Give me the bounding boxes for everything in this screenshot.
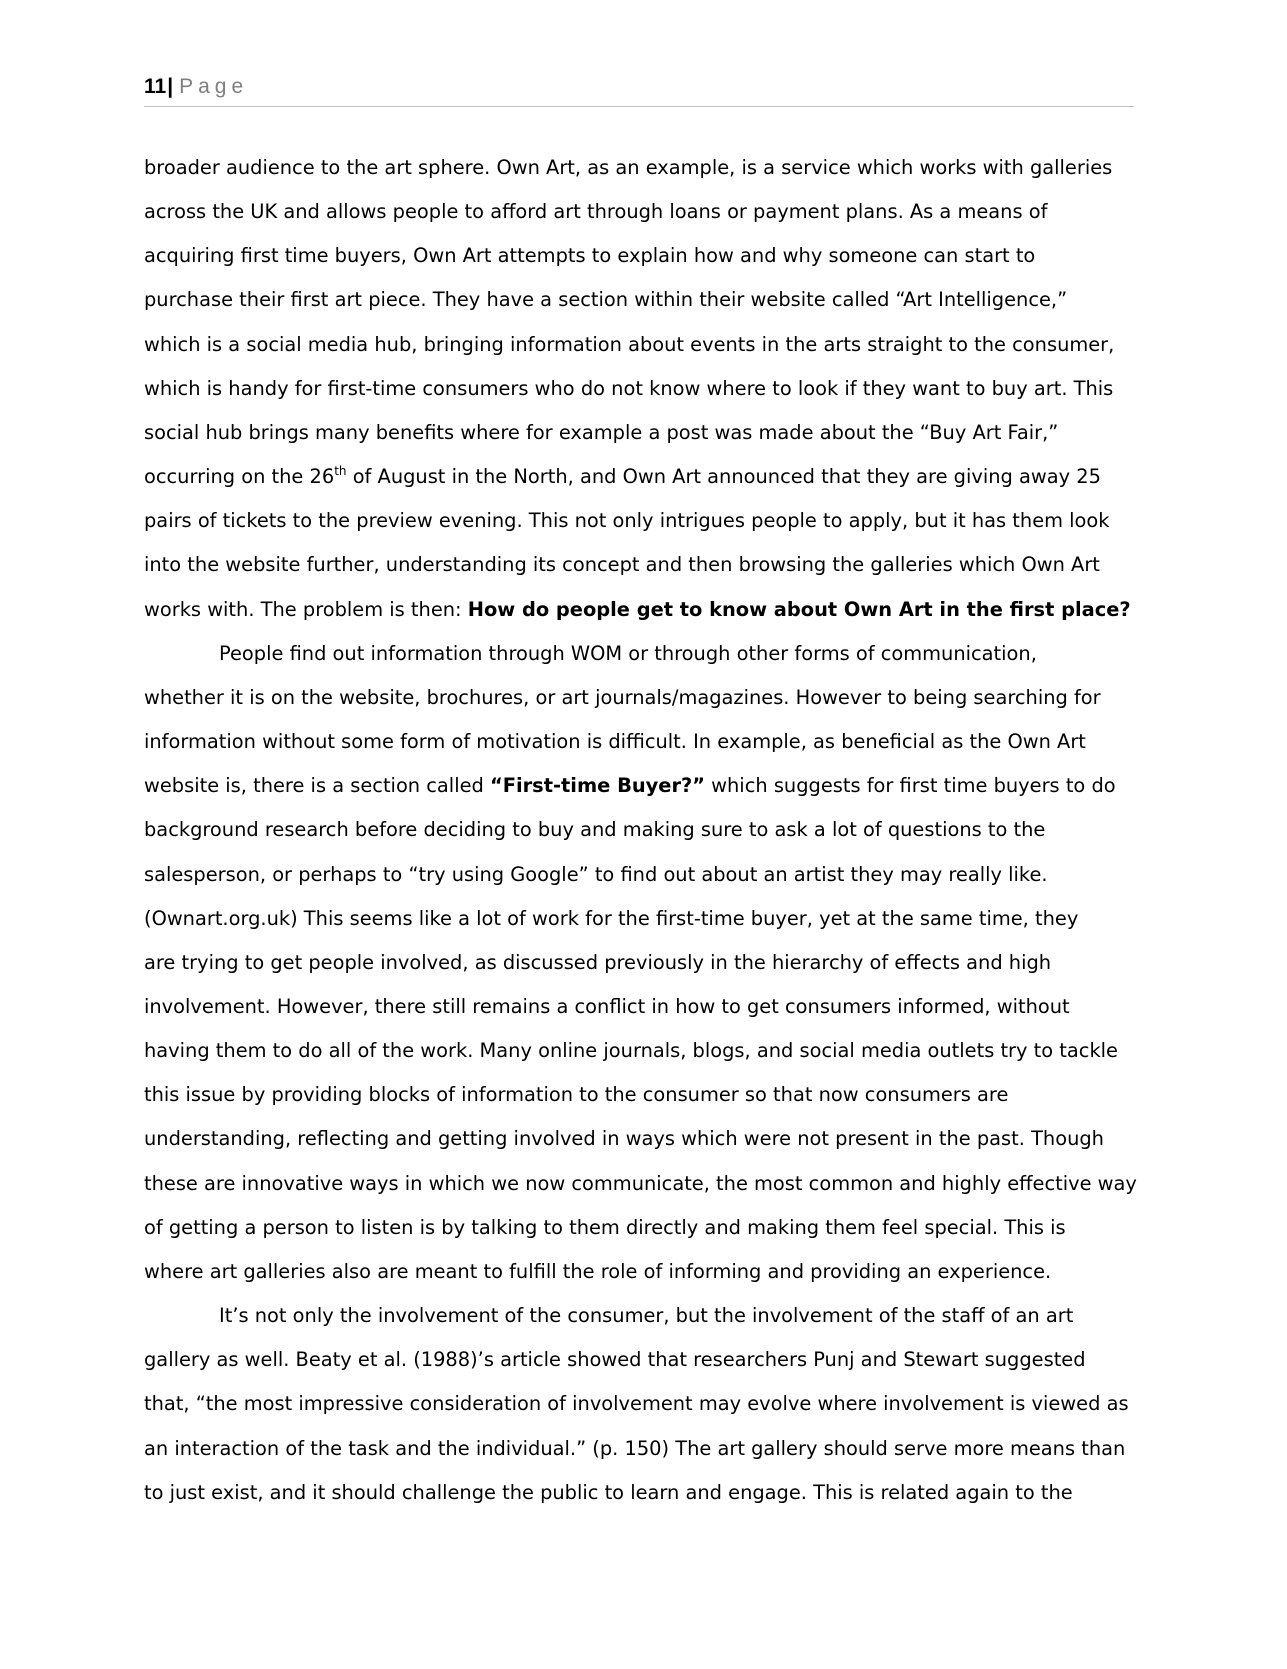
text-line: It’s not only the involvement of the consumer, but the involvement of the staff of an art	[219, 1304, 1074, 1328]
text-line: purchase their first art piece. They have a section within their website called “Art Intelligence,”	[144, 288, 1068, 312]
text-line	[144, 588, 1144, 632]
text-line: an interaction of the task and the individual.” (p. 150) The art gallery should serve more means than	[144, 1436, 1126, 1460]
text-line: to just exist, and it should challenge the public to learn and engage. This is related again to the	[144, 1480, 1073, 1504]
text-line: which is handy for first-time consumers who do not know where to look if they want to buy art. This	[144, 376, 1114, 400]
text-line: understanding, reflecting and getting involved in ways which were not present in the past. Though	[144, 1127, 1104, 1151]
text-line: People find out information through WOM or through other forms of communication,	[219, 641, 1037, 665]
text-line: acquiring first time buyers, Own Art attempts to explain how and why someone can start to	[144, 244, 1036, 268]
text-line: of getting a person to listen is by talking to them directly and making them feel special. This is	[144, 1215, 1066, 1239]
page-label: Page	[179, 75, 249, 98]
text-line: gallery as well. Beaty et al. (1988)’s article showed that researchers Punj and Stewart suggested	[144, 1348, 1086, 1372]
text-line: are trying to get people involved, as discussed previously in the hierarchy of effects and high	[144, 950, 1052, 974]
paragraph-2	[144, 632, 1144, 1294]
text-span: website is, there is a section called	[144, 774, 490, 798]
page-header	[144, 74, 1134, 107]
text-span: of August in the North, and Own Art announced that they are giving away 25	[346, 465, 1101, 489]
text-line	[144, 455, 1144, 499]
text-line: into the website further, understanding its concept and then browsing the galleries which Own Art	[144, 553, 1100, 577]
text-line: pairs of tickets to the preview evening. This not only intrigues people to apply, but it has them look	[144, 509, 1110, 533]
text-line: information without some form of motivation is difficult. In example, as beneficial as the Own Art	[144, 730, 1086, 754]
bold-section-name: “First-time Buyer?”	[489, 774, 705, 798]
text-span: which suggests for first time buyers to do	[705, 774, 1116, 798]
paragraph-3	[144, 1294, 1144, 1515]
document-body	[144, 146, 1144, 1515]
text-line: across the UK and allows people to afford art through loans or payment plans. As a means of	[144, 200, 1048, 224]
paragraph-1	[144, 146, 1144, 632]
text-line: where art galleries also are meant to fulfill the role of informing and providing an experience.	[144, 1259, 1052, 1283]
text-line: broader audience to the art sphere. Own Art, as an example, is a service which works with galleries	[144, 156, 1113, 179]
text-line: this issue by providing blocks of information to the consumer so that now consumers are	[144, 1083, 1009, 1107]
text-span: occurring on the 26	[144, 465, 335, 489]
text-line: which is a social media hub, bringing information about events in the arts straight to the consumer,	[144, 332, 1115, 356]
text-line: that, “the most impressive consideration of involvement may evolve where involvement is viewed as	[144, 1392, 1129, 1416]
text-line: involvement. However, there still remains a conflict in how to get consumers informed, without	[144, 994, 1070, 1018]
text-line: background research before deciding to buy and making sure to ask a lot of questions to the	[144, 818, 1046, 842]
text-span: works with. The problem is then:	[144, 597, 468, 621]
ordinal-superscript: th	[334, 464, 347, 479]
text-line: whether it is on the website, brochures, or art journals/magazines. However to being searching for	[144, 685, 1101, 709]
text-line: salesperson, or perhaps to “try using Google” to find out about an artist they may really like.	[144, 862, 1048, 886]
text-line: these are innovative ways in which we now communicate, the most common and highly effective way	[144, 1171, 1137, 1195]
header-separator: |	[167, 75, 174, 98]
page-number: 11	[144, 75, 167, 98]
text-line	[144, 764, 1144, 808]
bold-question: How do people get to know about Own Art in the first place?	[467, 597, 1131, 621]
text-line: (Ownart.org.uk) This seems like a lot of work for the first-time buyer, yet at the same time, they	[144, 906, 1079, 930]
text-line: having them to do all of the work. Many online journals, blogs, and social media outlets try to tackle	[144, 1039, 1118, 1063]
text-line: social hub brings many benefits where for example a post was made about the “Buy Art Fair,”	[144, 420, 1059, 444]
